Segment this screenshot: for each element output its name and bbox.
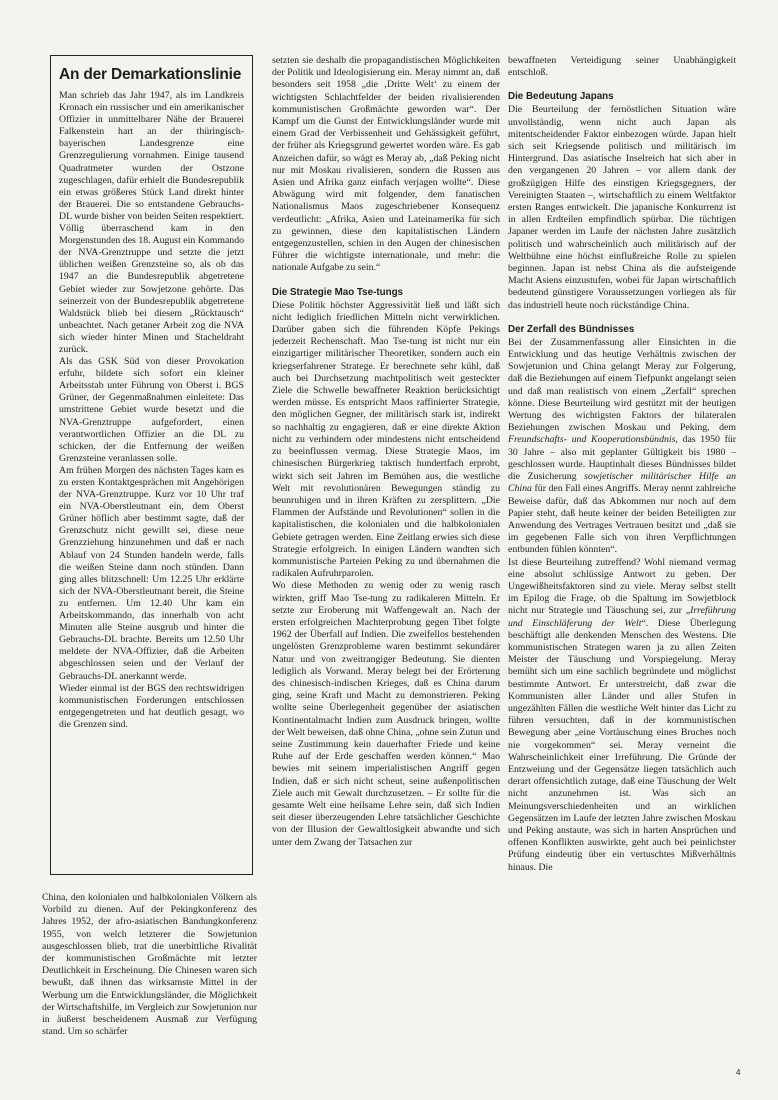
body-paragraph: Wo diese Methoden zu wenig oder zu wenig rasch wirkten, griff Mao Tse-tung zu radikaleren Mitteln. Er setzte zur Eroberung mit Waffengewalt an. Nach der ersten erfolgreichen Machterprobung gegen Tibet folgte 1962 der Überfall auf Indien. Die zweifellos bestehenden ungelösten Grenzprobleme waren bestimmt sekundärer Natur und von zweitrangiger Bedeutung. Sie dienten lediglich als Vorwand. Meray belegt bei der Erörterung des chinesisch-indischen Krieges, daß es China darum ging, seine Kraft und Macht zu demonstrieren. Peking wollte seine Überlegenheit gegenüber der asiatischen Kontinentalmacht Indien zum Ausdruck bringen, wollte der Welt beweisen, daß ohne China, „ohne sein Zutun und seine Zustimmung kein dauerhafter Friede und keine Ruhe auf der Erde geschaffen werden können.“ Mao bewies mit seinem imperialistischen Angriff gegen Indien, daß er sich nicht scheut, seine außenpolitischen Ziele auch mit Gewalt durchzusetzen. – Er sollte für die gesamte Welt eine heilsame Lehre sein, daß sich Indien seit dieser überzeugenden Lehre tatsächlicher Geschichte von der Illusion der Gewaltlosigkeit abwandte und sich unter dem Zwang der Tatsachen zur	[272, 580, 500, 848]
box-paragraph: Als das GSK Süd von dieser Provokation erfuhr, bildete sich sofort ein kleiner Arbeitsstab unter Führung von Oberst i. BGS Grüner, der Gegenmaßnahmen einleitete: Das umstrittene Gebiet wurde besetzt und die NVA-Grenztruppe aufgefordert, einen verantwortlichen Offizier an die DL zu schicken, der die Entfernung der weißen Grenzsteine veranlassen solle.	[59, 356, 244, 464]
text-run: “. Diese Überlegung beschäftigt alle denkenden Menschen des Westens. Die kommunistischen Strategen waren ja zu allen Zeiten Meister der Täuschung und Vorspiegelung. Meray bemüht sich um eine sachlich begründete und möglichst bestimmte Antwort. Er unterstreicht, daß zwar die Kommunisten aller Länder und aller Stufen in ungezählten Fällen die westliche Welt hinter das Licht zu führen versuchten, daß in der kommunistischen Bewegung aber „eine Vortäuschung eines Bruches noch nie vorgekommen“ sei. Meray verneint die Wahrscheinlichkeit einer Irreführung. Die Gründe der Entzweiung und der Gegensätze liegen tatsächlich auch derart offensichtlich zutage, daß eine Täuschung der Welt nicht anzunehmen ist. Was sich an Meinungsverschiedenheiten und an wirklichen Gegensätzen im Laufe der letzten Jahre zwischen Moskau und Peking anstaute, was sich in harten Ansprüchen und offenen Konflikten auswirkte, geht auch bei peinlichster Prüfung eindeutig über ein vertuschtes Mißverhältnis hinaus. Die	[508, 617, 736, 873]
body-paragraph	[508, 337, 736, 557]
section-heading: Der Zerfall des Bündnisses	[508, 323, 635, 335]
text-run: für den Fall eines Angriffs. Meray nennt zahlreiche Beweise dafür, daß das Abkommen nur noch auf dem Papier steht, daß heute keiner der beiden Beteiligten zur Anwendung des Vertrages Vertrauen besitzt und „daß sie im gegebenen Falle sich von ihren Verpflichtungen entbunden fühlen könnten“.	[508, 483, 736, 556]
body-paragraph: Diese Politik höchster Aggressivität ließ und läßt sich nicht lediglich friedlichen Mitteln nicht verwirklichen. Darüber gaben sich die führenden Köpfe Pekings jederzeit Rechenschaft. Mao Tse-tung ist nicht nur ein einzigartiger militärischer Theoretiker, sondern auch ein kriegserfahrener Stratege. Er berechnete sehr kühl, daß auch bei Durchsetzung machtpolitisch weit gesteckter Ziele die Schwelle bewaffneter Reaktion berücksichtigt werden müsse. Es entspricht Maos raffinierter Strategie, den möglichen Gegner, der militärisch stark ist, indirekt so nachhaltig zu engagieren, daß er eine direkte Aktion nicht zu verhindern oder mindestens nicht entscheidend zu beeinflussen vermag. Diese Strategie Maos, im chinesischen Bürgerkrieg taktisch hundertfach erprobt, wirkt sich seit Jahren im Bemühen aus, die westliche Welt mit revolutionären Bewegungen ständig zu beunruhigen und in ihren Kräften zu zersplittern. „Die Flammen der Aufstände und Revolutionen“ sollen in die kapitalistischen, die kolonialen und die halbkolonialen Gebiete getragen werden. Eine Zeitlang erwies sich diese Strategie erfolgreich. In einigen Ländern wandten sich kommunistische Parteien Peking zu und übernahmen die radikalen Aufruhrparolen.	[272, 299, 500, 580]
box-paragraph: Völlig überraschend kam in den Morgenstunden des 18. August ein Kommando der NVA-Grenztruppe und setzte die jetzt üblichen weißen Grenzsteine so, als ob das 1947 an die Bundesrepublik abgetretene Gebiet wieder zur Sowjetzone gehörte. Das seinerzeit von der Bundesrepublik abgetretene Waldstück blieb bei diesem „Rücktausch“ unbeachtet. Nach getaner Arbeit zog die NVA sich wieder hinter Minen und Stacheldraht zurück.	[59, 223, 244, 355]
box-paragraph: Wieder einmal ist der BGS den rechtswidrigen kommunistischen Forderungen entschlossen entgegengetreten und hat deutlich gesagt, wo die Grenzen sind.	[59, 682, 244, 730]
middle-column	[272, 55, 500, 1085]
left-column-continuation	[42, 892, 257, 1082]
body-paragraph: Die Beurteilung der fernöstlichen Situation wäre unvollständig, wenn nicht auch Japan als mitentscheidender Faktor einbezogen würde. Japan hielt sich seit Kriegsende politisch und militärisch im Hintergrund. Das asiatische Inselreich hat sich aber in den vergangenen 20 Jahren – vor allem dank der großzügigen Hilfe des einstigen Kriegsgegners, der Vereinigten Staaten –, wirtschaftlich zu einem Weltfaktor ersten Ranges entwickelt. Die japanische Konkurrenz ist in allen Erdteilen empfindlich spürbar. Die tüchtigen Japaner werden im Laufe der nächsten Jahre zusätzlich politisch und wahrscheinlich auch militärisch auf der Weltbühne eine höchst einflußreiche Rolle zu spielen beginnen. Japan ist nebst China als die aufsteigende Macht Asiens einzustufen, wobei für Japan wirtschaftlich bedeutend günstigere Voraussetzungen vorliegen als für das industriell heute noch rückständige China.	[508, 104, 736, 311]
italic-text: sowjetischer militärischer Hilfe an China	[508, 471, 736, 495]
text-run: , das 1950 für 30 Jahre – also mit geplanter Gültigkeit bis 1980 – geschlossen wurde. Hauptinhalt dieses Bündnisses bildet die Zusicherung	[508, 434, 736, 483]
sidebar-box-demarkationslinie	[50, 55, 253, 875]
box-body	[59, 90, 244, 731]
body-paragraph	[508, 557, 736, 874]
page-number: 4	[736, 1068, 741, 1077]
body-paragraph: setzten sie deshalb die propagandistischen Möglichkeiten der Politik und Ideologisierung ein. Meray nimmt an, daß besonders seit 1958 „die ‚Dritte Welt‘ zu einem der wichtigsten Schlachtfelder der beiden rivalisierenden kommunistischen Großmächte geworden war“. Der Kampf um die Gunst der Entwicklungsländer wurde mit einem Grad der Verbissenheit und Gehässigkeit geführt, der früher als Kriegsgrund gewertet worden wäre. Es gab Anzeichen dafür, so wägt es Meray ab, „daß Peking nicht nur mit Moskau rivalisieren, sondern die Russen aus Asien und Afrika ganz einfach verjagen wollte“. Diese Abwägung wird mit folgender, dem fanatischen Nationalismus Maos zugeschriebener Konsequenz verdeutlicht: „Afrika, Asien und Lateinamerika für sich zu gewinnen, diese den kapitalistischen Ländern entgegenzustellen, schien in den Augen der chinesischen Führer die wichtigste internationale, und mehr: die nationale Aufgabe zu sein.“	[272, 55, 500, 274]
box-paragraph: Man schrieb das Jahr 1947, als im Landkreis Kronach ein russischer und ein amerikanischer Offizier in unmittelbarer Nähe der Brauerei Falkenstein hart an der thüringisch-bayerischen Landesgrenze eine Grenzregulierung vornahmen. Einige tausend Quadratmeter wurden der Ostzone zugeschlagen, dafür erhielt die Bundesrepublik ein etwas größeres Stück Land direkt hinter der Brauerei. Die so entstandene Gebrauchs-DL wurde bisher von beiden Seiten respektiert.	[59, 90, 244, 222]
section-heading: Die Bedeutung Japans	[508, 91, 614, 103]
body-paragraph: China, den kolonialen und halbkolonialen Völkern als Vorbild zu dienen. Auf der Pekingkonferenz des Jahres 1952, der afro-asiatischen Bandungkonferenz 1955, von welch letzterer die Sowjetunion ausgeschlossen blieb, trat die unerbittliche Rivalität der kommunistischen Großmächte mit letzter Deutlichkeit in Erscheinung. Die Chinesen waren sich bewußt, daß ihnen das wirksamste Mittel in der Werbung um die Entwicklungsländer, die Möglichkeit der Wirtschaftshilfe, im Vergleich zur Sowjetunion nur in äußerst bescheidenem Ausmaß zur Verfügung stand. Um so schärfer	[42, 892, 257, 1038]
italic-text: Freundschafts- und Kooperationsbündnis	[508, 434, 676, 446]
section-heading: Die Strategie Mao Tse-tungs	[272, 286, 404, 298]
box-title: An der Demarkationslinie	[59, 66, 242, 83]
right-column	[508, 55, 736, 1085]
body-paragraph: bewaffneten Verteidigung seiner Unabhängigkeit entschloß.	[508, 55, 736, 79]
text-run: Ist diese Beurteilung zutreffend? Wohl niemand vermag eine absolut schlüssige Antwort zu geben. Der Ungewißheitsfaktoren sind zu viele. Meray selbst stellt im Epilog die Frage, ob die Spaltung im Sowjetblock nicht nur Strategie und Täuschung sei, zur „	[508, 556, 736, 617]
italic-text: Irreführung und Einschläferung der Welt	[508, 605, 736, 629]
text-run: Bei der Zusammenfassung aller Einsichten in die Entwicklung und das heutige Verhältnis zwischen der Sowjetunion und China gelangt Meray zur Folgerung, daß die Beziehungen auf einem Tiefpunkt angelangt seien und daß man realistisch von einem „Zerfall“ sprechen könne. Diese Beurteilung wird gestützt mit der heutigen Wertung des wichtigsten Faktors der bilateralen Beziehungen zwischen Moskau und Peking, dem	[508, 336, 736, 434]
box-paragraph: Am frühen Morgen des nächsten Tages kam es zu ersten Kontaktgesprächen mit Angehörigen der NVA-Grenztruppe. Kurz vor 10 Uhr traf ein NVA-Oberstleutnant ein, dem Oberst Grüner höflich aber bestimmt sagte, daß der Grenzschutz nicht gewillt sei, diese neue Grenzziehung hinzunehmen und daß er nach Ablauf von 24 Stunden handeln werde, falls die weißen Steine dann noch stünden. Dann ging alles blitzschnell: Um 12.25 Uhr erklärte sich der NVA-Oberstleutnant bereit, die Steine zu entfernen. Um 12.40 Uhr kam ein Arbeitskommando, das innerhalb von acht Minuten alle Steine ausgrub und hinter die Gebrauchs-DL brachte. Bereits um 12.50 Uhr meldete der NVA-Offizier, daß die Arbeiten abgeschlossen seien und der Verlauf der Gebrauchs-DL anerkannt werde.	[59, 464, 244, 682]
